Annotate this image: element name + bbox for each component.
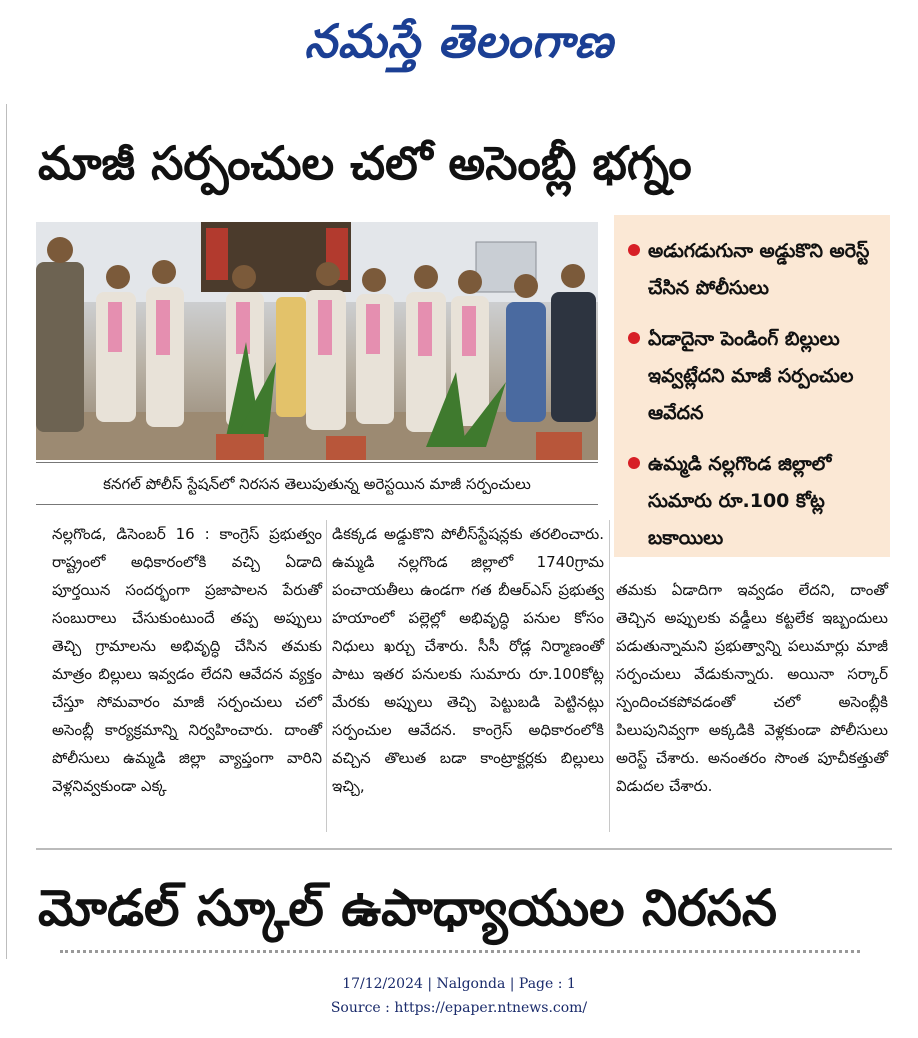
masthead-logo: నమస్తే తెలంగాణ [304,14,614,68]
article-photo [36,222,598,460]
left-margin-rule [6,104,7,959]
caption-rule-top [36,462,598,463]
next-article-headline: మోడల్‌ స్కూల్‌ ఉపాధ్యాయుల నిరసన [38,879,777,937]
caption-rule-bottom [36,504,598,505]
column-divider [326,520,327,832]
highlight-item [628,321,880,432]
bullet-dot-icon [628,332,640,344]
page-footer [0,972,918,1020]
article-column-2: డికక్కడ అడ్డుకొని పోలీస్‌స్టేషన్లకు తరలించారు. ఉమ్మడి నల్లగొండ జిల్లాలో 1740గ్రామ పంచాయతీలు ఉండగా గత బీఆర్‌ఎస్‌ ప్రభుత్వ హయాంలో పల్లెల్లో అభివృద్ధి పనుల కోసం నిధులు ఖర్చు చేశారు. సీసీ రోడ్ల నిర్మాణంతో పాటు ఇతర పనులకు సుమారు రూ.100కోట్ల మేరకు అప్పులు తెచ్చి పెట్టుబడి పెట్టినట్లు సర్పంచుల ఆవేదన. కాంగ్రెస్‌ అధికారంలోకి వచ్చిన తొలుత బడా కాంట్రాక్టర్లకు బిల్లులు ఇచ్చి, [332,525,604,795]
footer-date-edition: 17/12/2024 | Nalgonda | Page : 1 [342,976,576,992]
article-column-3: తమకు ఏడాదిగా ఇవ్వడం లేదని, దాంతో తెచ్చిన అప్పులకు వడ్డీలు కట్టలేక ఇబ్బందులు పడుతున్నామని ప్రభుత్వాన్ని పలుమార్లు మాజీ సర్పంచులు వేడుకున్నారు. అయినా సర్కార్‌ స్పందించకపోవడంతో చలో అసెంబ్లీకి పిలుపునివ్వగా అక్కడికి వెళ్లకుండా పోలీసులు అరెస్ట్‌ చేశారు. అనంతరం సొంత పూచీకత్తుతో విడుదల చేశారు. [616,581,888,795]
section-divider [36,848,892,850]
cropped-text-edge [60,950,860,963]
highlights-box [614,215,890,557]
bullet-dot-icon [628,457,640,469]
footer-source-link[interactable]: Source : https://epaper.ntnews.com/ [330,1000,588,1016]
bullet-dot-icon [628,244,640,256]
article-column-1: నల్లగొండ, డిసెంబర్‌ 16 : కాంగ్రెస్‌ ప్రభుత్వం రాష్ట్రంలో అధికారంలోకి వచ్చి ఏడాది పూర్తయిన సందర్భంగా ప్రజాపాలన పేరుతో సంబురాలు చేసుకుంటుందే తప్ప అప్పులు తెచ్చి గ్రామాలను అభివృద్ధి చేసిన తమకు మాత్రం బిల్లులు ఇవ్వడం లేదని ఆవేదన వ్యక్తం చేస్తూ సోమవారం మాజీ సర్పంచులు చలో అసెంబ్లీ కార్యక్రమాన్ని నిర్వహించారు. దాంతో పోలీసులు ఉమ్మడి జిల్లా వ్యాప్తంగా వారిని వెళ్లనివ్వకుండా ఎక్క [52,525,322,795]
highlight-item [628,233,880,307]
highlight-item [628,446,880,557]
highlight-text: ఉమ్మడి నల్లగొండ జిల్లాలో సుమారు రూ.100 కోట్ల బకాయిలు [648,453,832,549]
photo-caption: కనగల్‌ పోలీస్‌ స్టేషన్‌లో నిరసన తెలుపుతున్న అరెస్టయిన మాజీ సర్పంచులు [103,475,531,493]
column-divider [609,520,610,832]
protest-group-illustration [36,222,598,460]
article-headline: మాజీ సర్పంచుల చలో అసెంబ్లీ భగ్నం [38,136,692,190]
highlight-text: అడుగడుగునా అడ్డుకొని అరెస్ట్‌ చేసిన పోలీసులు [648,240,870,299]
highlight-text: ఏడాదైనా పెండింగ్‌ బిల్లులు ఇవ్వట్లేదని మాజీ సర్పంచుల ఆవేదన [648,328,854,424]
